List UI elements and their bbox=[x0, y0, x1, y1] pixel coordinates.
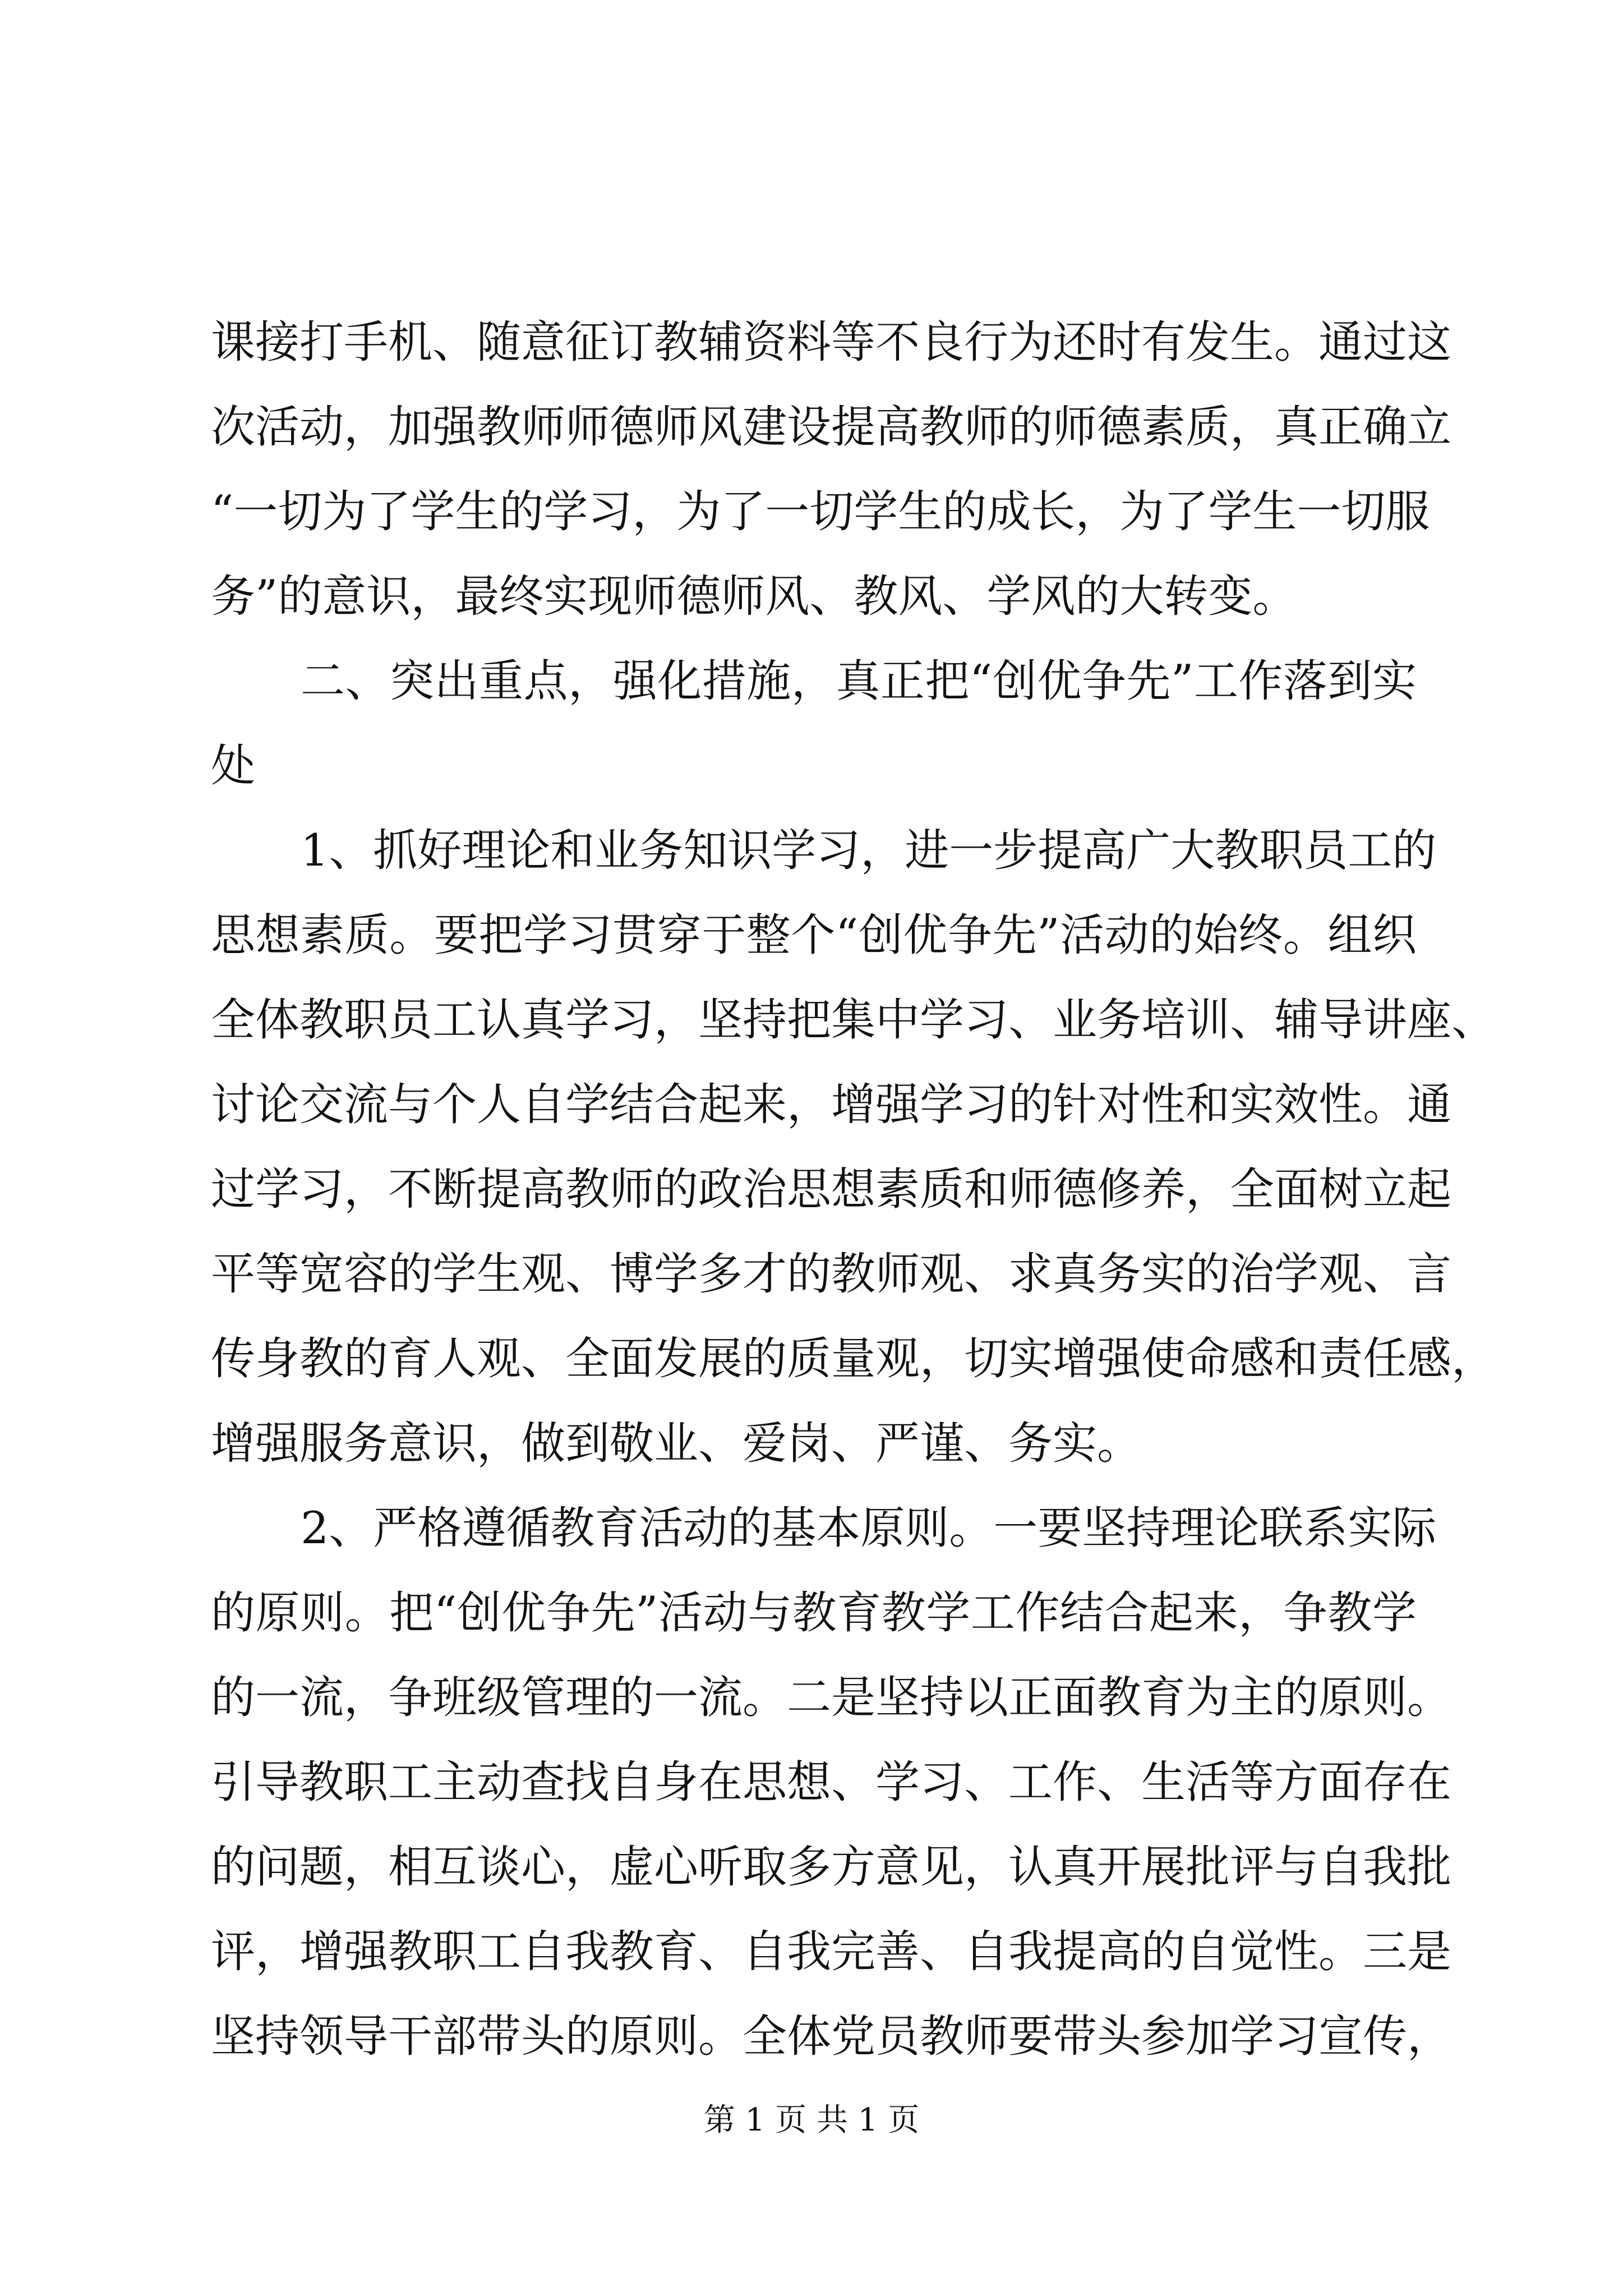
text-line: 务”的意识，最终实现师德师风、教风、学风的大转变。 bbox=[211, 570, 1297, 622]
text-line: 传身教的育人观、全面发展的质量观，切实增强使命感和责任感， bbox=[211, 1333, 1496, 1384]
section-heading-line: 处 bbox=[211, 740, 255, 792]
text-line: 1、抓好理论和业务知识学习，进一步提高广大教职员工的 bbox=[301, 825, 1437, 876]
text-line: 引导教职工主动查找自身在思想、学习、工作、生活等方面存在 bbox=[211, 1756, 1451, 1808]
text-line: 思想素质。要把学习贯穿于整个“创优争先”活动的始终。组织 bbox=[211, 909, 1417, 961]
text-line: 课接打手机、随意征订教辅资料等不良行为还时有发生。通过这 bbox=[211, 316, 1451, 368]
page-footer: 第 1 页 共 1 页 bbox=[703, 2102, 920, 2138]
text-line: 的一流，争班级管理的一流。二是坚持以正面教育为主的原则。 bbox=[211, 1672, 1451, 1723]
text-line: 的原则。把“创优争先”活动与教育教学工作结合起来，争教学 bbox=[211, 1587, 1417, 1639]
text-line: 的问题，相互谈心，虚心听取多方意见，认真开展批评与自我批 bbox=[211, 1841, 1451, 1893]
document-body bbox=[211, 300, 1496, 2079]
text-line: 全体教职员工认真学习，坚持把集中学习、业务培训、辅导讲座、 bbox=[211, 994, 1496, 1046]
text-line: 评，增强教职工自我教育、自我完善、自我提高的自觉性。三是 bbox=[211, 1926, 1451, 1977]
text-line: “一切为了学生的学习，为了一切学生的成长，为了学生一切服 bbox=[211, 486, 1430, 537]
text-line: 坚持领导干部带头的原则。全体党员教师要带头参加学习宣传， bbox=[211, 2010, 1451, 2062]
text-line: 2、严格遵循教育活动的基本原则。一要坚持理论联系实际 bbox=[301, 1502, 1437, 1554]
text-line: 次活动，加强教师师德师风建设提高教师的师德素质，真正确立 bbox=[211, 401, 1451, 453]
text-line: 平等宽容的学生观、博学多才的教师观、求真务实的治学观、言 bbox=[211, 1248, 1451, 1300]
text-line: 过学习，不断提高教师的政治思想素质和师德修养，全面树立起 bbox=[211, 1163, 1451, 1215]
text-line: 增强服务意识，做到敬业、爱岗、严谨、务实。 bbox=[211, 1418, 1141, 1469]
section-heading-line: 二、突出重点，强化措施，真正把“创优争先”工作落到实 bbox=[301, 655, 1417, 707]
text-line: 讨论交流与个人自学结合起来，增强学习的针对性和实效性。通 bbox=[211, 1079, 1451, 1130]
